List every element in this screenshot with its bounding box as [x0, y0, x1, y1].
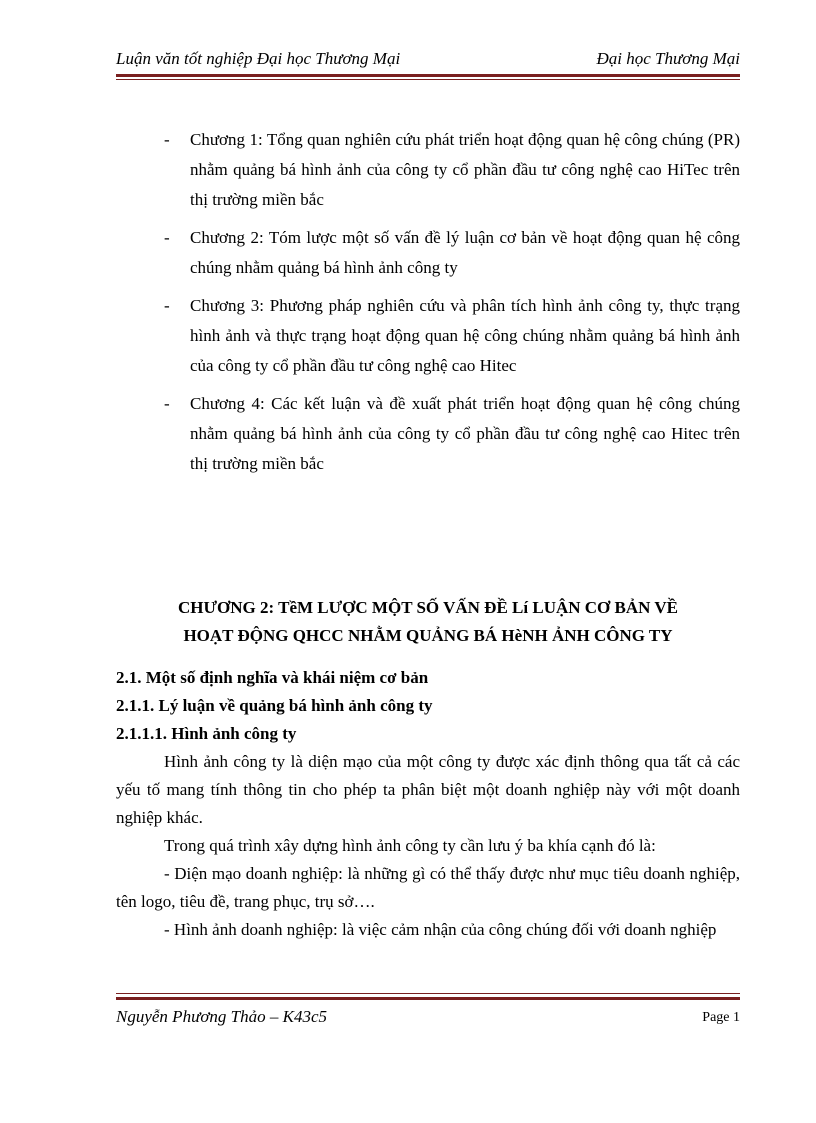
list-item-text: Chương 2: Tóm lược một số vấn đề lý luận cơ bản về hoạt động quan hệ công chúng nhằm quảng bá hình ảnh công ty — [190, 228, 740, 277]
list-item-text: Chương 1: Tổng quan nghiên cứu phát triển hoạt động quan hệ công chúng (PR) nhằm quảng bá hình ảnh của công ty cổ phần đầu tư công nghệ cao HiTec trên thị trường miền bắc — [190, 130, 740, 209]
section-heading: 2.1. Một số định nghĩa và khái niệm cơ bản — [116, 668, 429, 687]
list-item-text: Chương 4: Các kết luận và đề xuất phát triển hoạt động quan hệ công chúng nhằm quảng bá hình ảnh của công ty cổ phần đầu tư công nghệ cao Hitec trên thị trường miền bắc — [190, 394, 740, 473]
page-number: Page 1 — [702, 1010, 740, 1025]
list-item-text: Chương 3: Phương pháp nghiên cứu và phân tích hình ảnh công ty, thực trạng hình ảnh và thực trạng hoạt động quan hệ công chúng nhằm quảng bá hình ảnh của công ty cổ phần đầu tư công nghệ cao Hitec — [190, 296, 740, 375]
paragraph: Hình ảnh công ty là diện mạo của một công ty được xác định thông qua tất cả các yếu tố mang tính thông tin cho phép ta phân biệt một doanh nghiệp này với một doanh nghiệp khác. — [116, 752, 740, 827]
list-item — [164, 291, 740, 381]
footer-rule-thick — [116, 997, 740, 1000]
section-body — [116, 664, 740, 944]
paragraph: - Hình ảnh doanh nghiệp: là việc cảm nhận của công chúng đối với doanh nghiệp — [164, 920, 717, 939]
paragraph: - Diện mạo doanh nghiệp: là những gì có thể thấy được như mục tiêu doanh nghiệp, tên logo, tiêu đề, trang phục, trụ sở…. — [116, 864, 740, 911]
bullet-dash: - — [164, 228, 170, 247]
bullet-dash: - — [164, 394, 170, 413]
list-item — [164, 223, 740, 283]
footer-rule-thin — [116, 993, 740, 994]
header-rule-thin — [116, 79, 740, 80]
header-right-title: Đại học Thương Mại — [596, 49, 740, 68]
bullet-dash: - — [164, 130, 170, 149]
header-left-title: Luận văn tốt nghiệp Đại học Thương Mại — [116, 49, 401, 68]
paragraph: Trong quá trình xây dựng hình ảnh công ty cần lưu ý ba khía cạnh đó là: — [164, 836, 656, 855]
bullet-dash: - — [164, 296, 170, 315]
chapter-list — [164, 125, 740, 487]
footer-author: Nguyễn Phương Thảo – K43c5 — [116, 1007, 327, 1026]
chapter-title-line-1: CHƯƠNG 2: TềM LƯỢC MỘT SỐ VẤN ĐỀ Lí LUẬN CƠ BẢN VỀ — [178, 598, 678, 617]
chapter-title — [116, 594, 740, 650]
header-rule-thick — [116, 74, 740, 77]
chapter-title-line-2: HOẠT ĐỘNG QHCC NHẰM QUẢNG BÁ HèNH ẢNH CÔNG TY — [183, 626, 673, 645]
list-item — [164, 125, 740, 215]
page-header — [116, 47, 740, 73]
subsubsection-heading: 2.1.1.1. Hình ảnh công ty — [116, 724, 297, 743]
subsection-heading: 2.1.1. Lý luận về quảng bá hình ảnh công ty — [116, 696, 433, 715]
list-item — [164, 389, 740, 479]
